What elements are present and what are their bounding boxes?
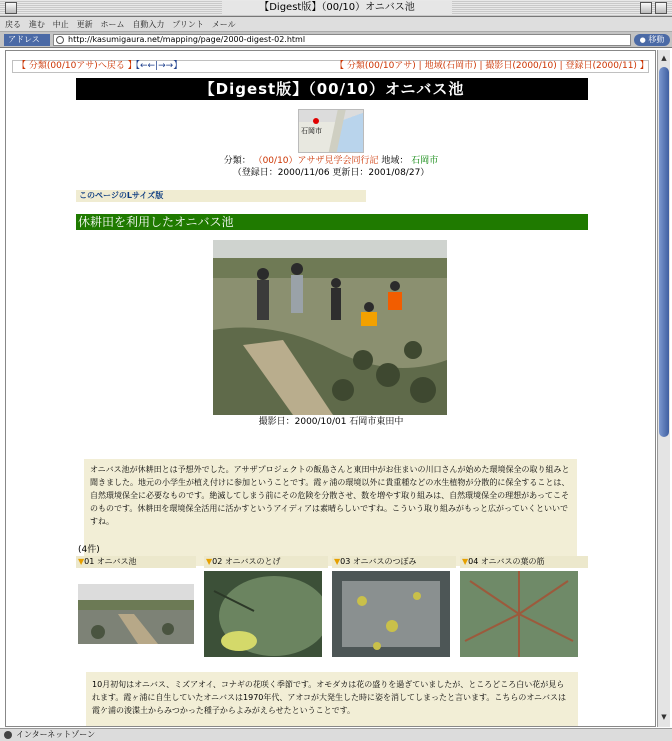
scroll-down-icon[interactable]: ▼ [661, 713, 667, 721]
toolbar-mail-button[interactable]: メール [211, 20, 236, 29]
pond-photo-image [213, 240, 447, 415]
section-heading: 休耕田を利用したオニバス池 [76, 214, 588, 230]
status-bar [0, 728, 672, 741]
map-label: 石岡市 [301, 127, 322, 135]
scroll-up-icon[interactable]: ▲ [661, 54, 667, 62]
description-text: オニバス池が休耕田とは予想外でした。アサザプロジェクトの飯島さんと東田中がお住まいの川口さんが始めた環境保全の取り組みと聞きました。地元の小学生が植え付けに参加ということです。霞ヶ浦の環境以外に貴重種などの水生植物が分散的に保全することは、自然環境保全に必要なものです。絶滅してしまう前にその危険を分散させ、数を増やす取り組みは、自然環境保全の理想があってこそのものです。休耕田を環境保全活用に活かすというアイディアは素晴らしいですね。こういう取り組みがもっと広がっていくといいですね。 [84, 459, 577, 566]
toolbar-refresh-button[interactable]: 更新 [76, 20, 93, 29]
location-map[interactable] [298, 109, 364, 153]
item-count: (4件) [78, 545, 100, 555]
close-box-icon[interactable] [5, 2, 17, 14]
triangle-icon: ▼ [334, 557, 341, 566]
window-titlebar[interactable] [0, 0, 672, 17]
region-label: 地域： [381, 156, 409, 166]
status-text: インターネットゾーン [16, 730, 96, 739]
thumb-card-4[interactable] [460, 556, 588, 657]
page-icon [56, 36, 64, 44]
thumb-image-2 [204, 571, 322, 657]
photo-caption: 撮影日：2000/10/01 石岡市東田中 [258, 417, 404, 427]
category-link[interactable]: （00/10）アサザ見学会同行記 [253, 156, 379, 166]
triangle-icon: ▼ [206, 557, 213, 566]
map-pin-icon [313, 118, 319, 124]
address-bar [0, 32, 672, 48]
description-text-2: 10月初旬はオニバス、ミズアオイ、コナギの花咲く季節です。オモダカは花の盛りを過ぎていましたが、ところどころ白い花が見られます。霞ヶ浦に自生していたオニバスは1970年代、アオコが大発生した時に姿を消してしまったと言います。こちらのオニバスは霞ケ浦の浚渫土からみつかった種子からよみがえらせたということです。 [86, 672, 578, 727]
thumb-card-1[interactable] [76, 556, 196, 644]
toolbar [0, 17, 672, 32]
toolbar-back-button[interactable]: 戻る [5, 20, 21, 29]
thumb-image-4 [460, 571, 578, 657]
category-info [156, 155, 506, 167]
lsize-link[interactable]: このページのLサイズ版 [76, 190, 366, 202]
globe-icon [4, 731, 12, 739]
collapse-box-icon[interactable] [655, 2, 667, 14]
thumb-label-4: ▼04 オニバスの葉の筋 [460, 556, 588, 568]
url-input[interactable] [53, 34, 631, 46]
toolbar-home-button[interactable]: ホーム [100, 20, 125, 29]
prev-next-link[interactable]: 【←←|→→】 [131, 61, 183, 71]
main-photo[interactable] [213, 240, 447, 415]
page-viewport[interactable] [5, 50, 656, 727]
address-label: アドレス [4, 34, 50, 46]
toolbar-autofill-button[interactable]: 自動入力 [132, 20, 165, 29]
go-button[interactable]: ● 移動 [634, 34, 670, 46]
thumb-image-1 [78, 584, 194, 644]
triangle-icon: ▼ [462, 557, 469, 566]
top-navigation [12, 60, 649, 73]
thumb-label-2: ▼02 オニバスのとげ [204, 556, 328, 568]
vertical-scrollbar[interactable] [657, 50, 670, 727]
thumb-card-3[interactable] [332, 556, 456, 657]
zoom-box-icon[interactable] [640, 2, 652, 14]
thumb-image-3 [332, 571, 450, 657]
category-label: 分類： [223, 156, 251, 166]
toolbar-stop-button[interactable]: 中止 [52, 20, 69, 29]
url-text: http://kasumigaura.net/mapping/page/2000-digest-02.html [68, 35, 306, 44]
triangle-icon: ▼ [78, 557, 85, 566]
thumb-label-1: ▼01 オニバス池 [76, 556, 196, 568]
toolbar-print-button[interactable]: プリント [172, 20, 204, 29]
toolbar-forward-button[interactable]: 進む [28, 20, 45, 29]
region-link[interactable]: 石岡市 [411, 156, 439, 166]
page-title: 【Digest版】（00/10）オニバス池 [76, 78, 588, 100]
window-title: 【Digest版】（00/10）オニバス池 [222, 1, 452, 15]
back-to-category-link[interactable]: 【 分類(00/10アサ)へ戻る 】 [17, 61, 137, 71]
scroll-thumb[interactable] [659, 67, 669, 437]
date-info: （登録日：2000/11/06 更新日：2001/08/27） [232, 168, 430, 178]
thumb-card-2[interactable] [204, 556, 328, 657]
go-label: 移動 [648, 35, 665, 44]
category-nav-links[interactable]: 【 分類(00/10アサ) | 地域(石岡市) | 撮影日(2000/10) | 登録日(2000/11) 】 [335, 61, 649, 71]
thumb-label-3: ▼03 オニバスのつぼみ [332, 556, 456, 568]
